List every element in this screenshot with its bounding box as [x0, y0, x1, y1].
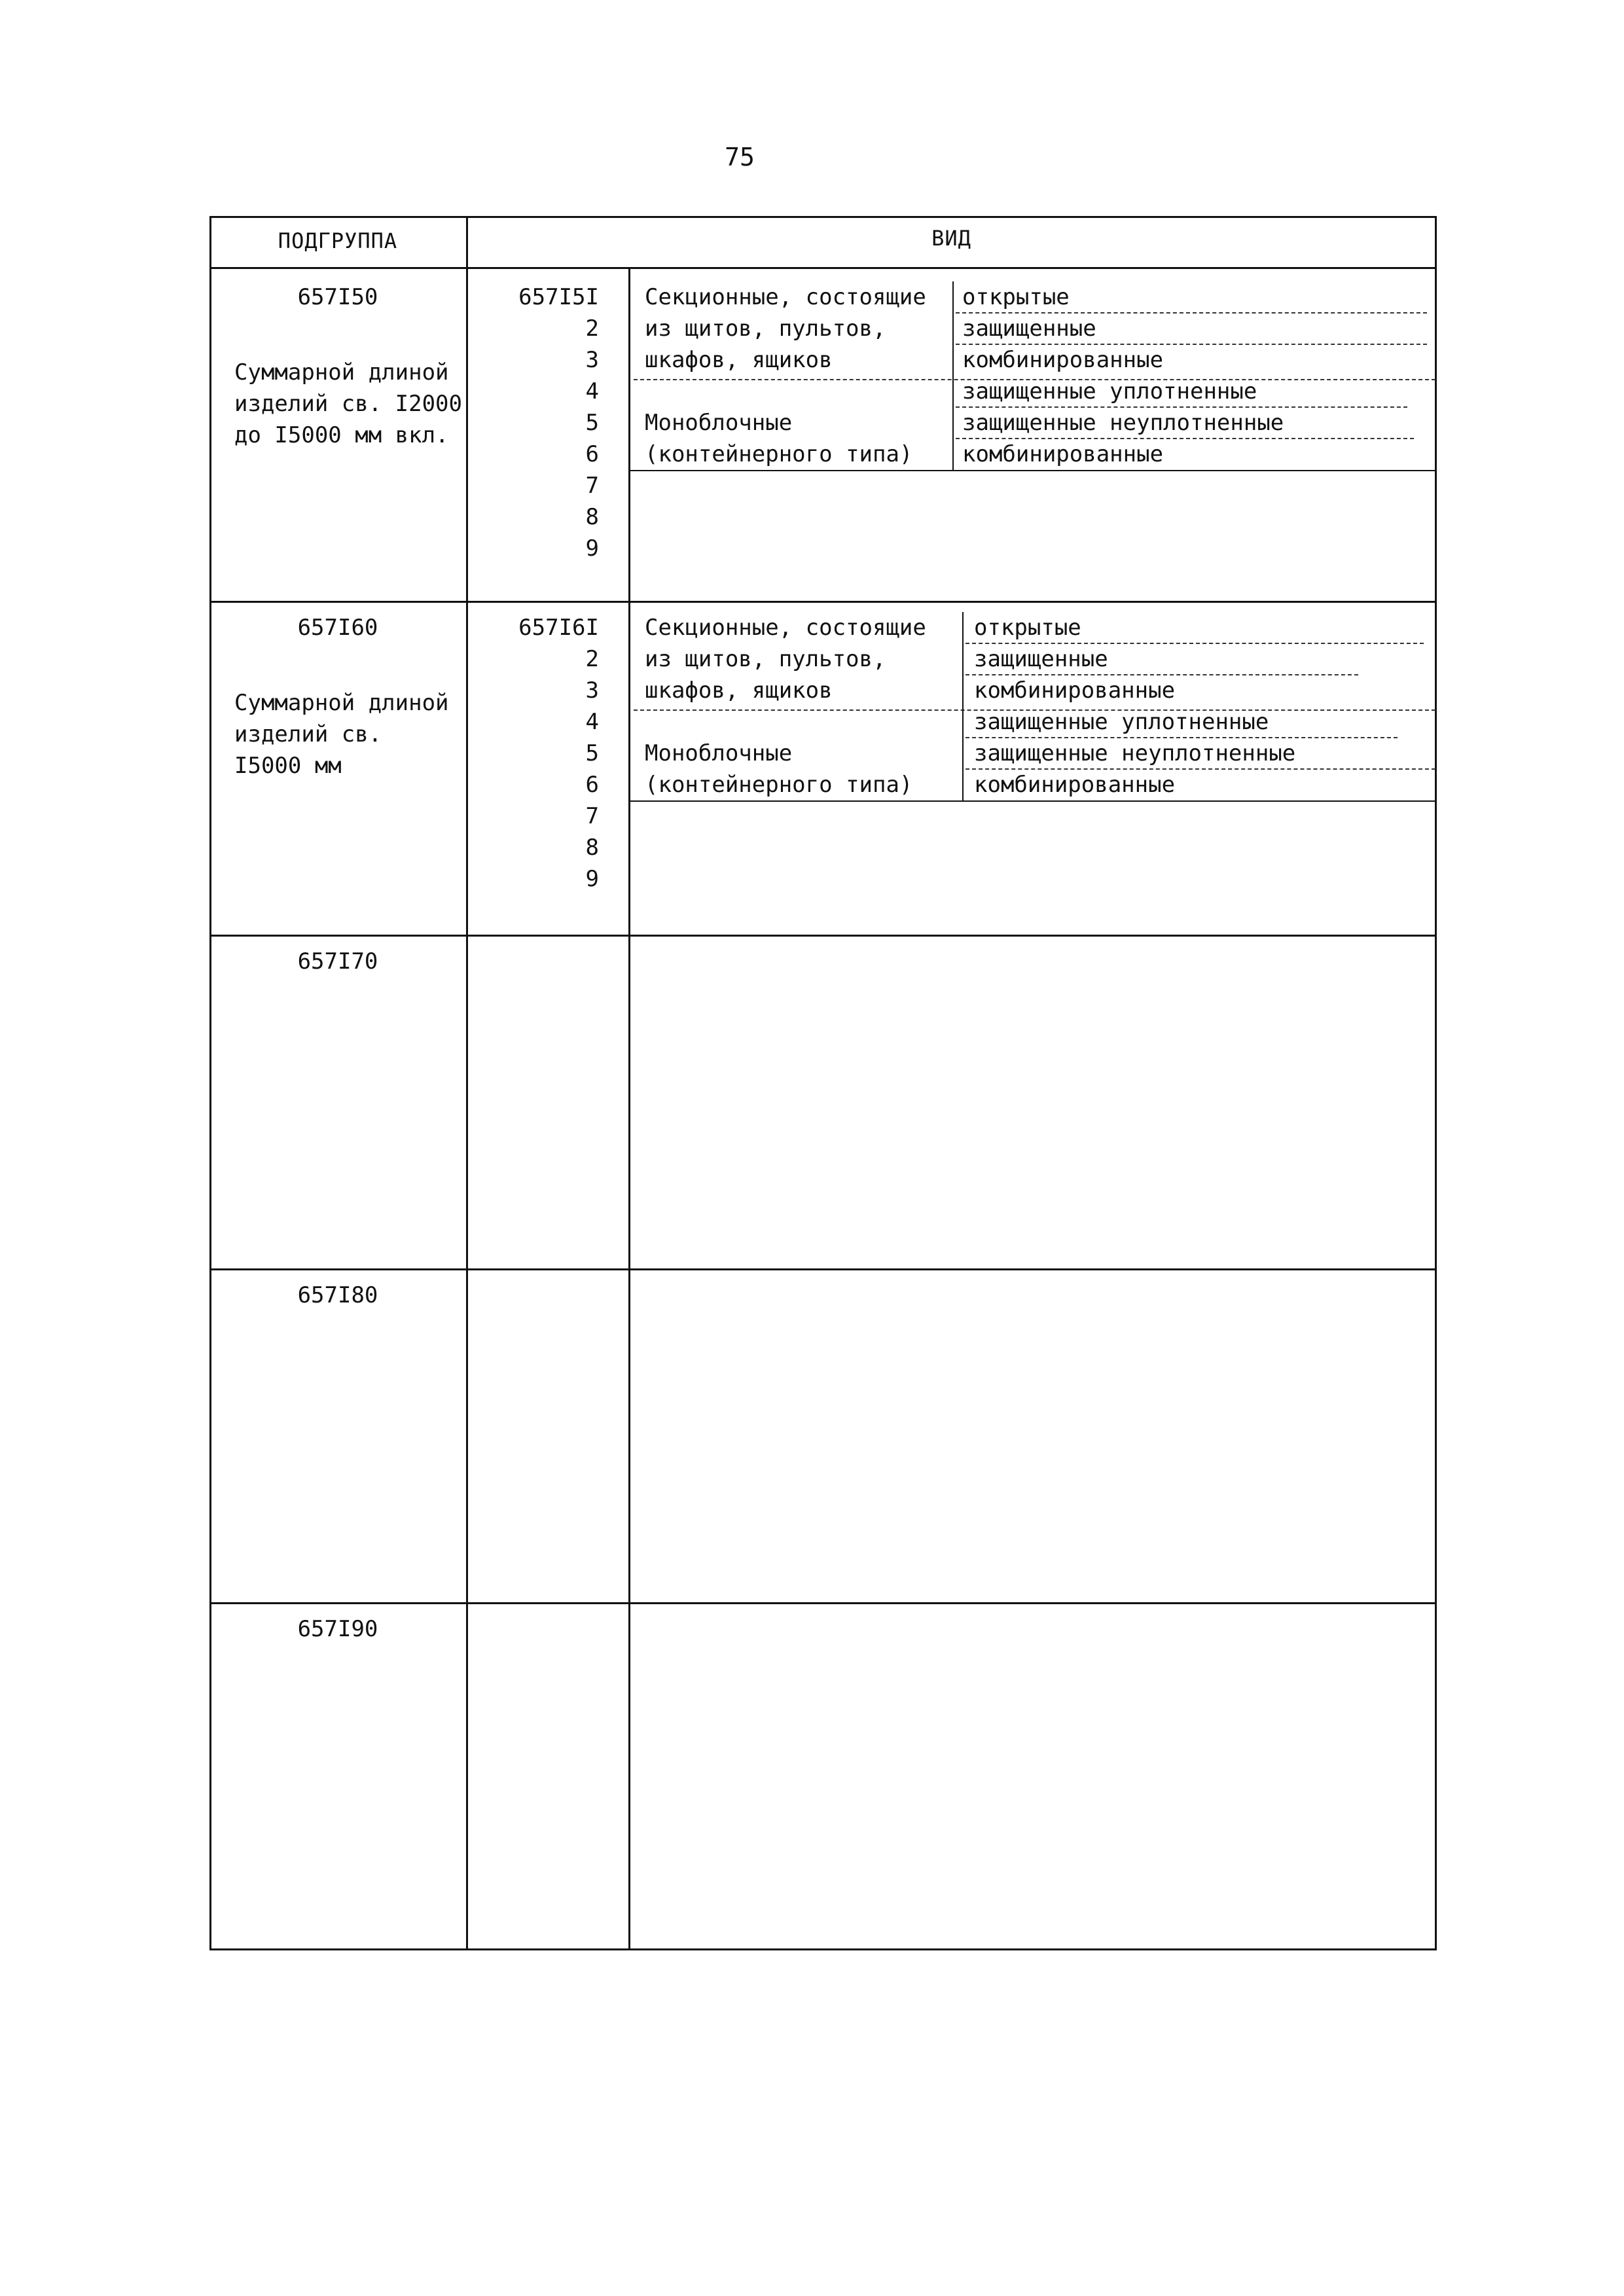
- kinds-block-bottom: [628, 800, 1437, 802]
- group-label-line: (контейнерного типа): [645, 441, 913, 467]
- kind-code: 8: [585, 504, 599, 530]
- subgroup-code: 657I50: [297, 284, 378, 310]
- header-bottom-border: [209, 267, 1437, 269]
- subgroup-header: ПОДГРУППА: [278, 228, 398, 253]
- subgroup-description-line: изделий св.: [234, 721, 382, 747]
- kind-code: 2: [585, 315, 599, 342]
- kind-item: защищенные неуплотненные: [974, 740, 1296, 766]
- kind-item: защищенные: [974, 646, 1108, 672]
- kind-item: защищенные уплотненные: [962, 378, 1257, 404]
- row-separator: [209, 935, 1437, 937]
- kind-code: 4: [585, 709, 599, 735]
- subgroup-code: 657I90: [297, 1616, 378, 1642]
- kind-code: 5: [585, 740, 599, 766]
- subgroup-description-line: I5000 мм: [234, 753, 342, 779]
- kind-item: защищенные уплотненные: [974, 709, 1269, 735]
- subgroup-code: 657I80: [297, 1282, 378, 1308]
- kind-item: открытые: [974, 615, 1081, 641]
- subgroup-description-line: Суммарной длиной: [234, 359, 449, 386]
- kind-item: защищенные неуплотненные: [962, 410, 1284, 436]
- table-top-border: [209, 216, 1437, 218]
- kind-code: 8: [585, 834, 599, 861]
- subgroup-description-line: до I5000 мм вкл.: [234, 422, 449, 448]
- kind-code: 3: [585, 677, 599, 704]
- kind-code: 3: [585, 347, 599, 373]
- page-number: 75: [725, 143, 755, 171]
- kind-code-column-divider: [628, 267, 630, 1950]
- kind-code: 7: [585, 473, 599, 499]
- classification-table: [209, 216, 1437, 1950]
- group-label-line: Моноблочные: [645, 740, 793, 766]
- kind-item: комбинированные: [974, 677, 1176, 704]
- kind-item: комбинированные: [962, 441, 1164, 467]
- kind-code: 657I5I: [518, 284, 599, 310]
- kind-code: 7: [585, 803, 599, 829]
- group-label-line: шкафов, ящиков: [645, 347, 833, 373]
- row-separator: [209, 1268, 1437, 1270]
- kind-code: 657I6I: [518, 615, 599, 641]
- kind-code: 5: [585, 410, 599, 436]
- kind-code: 6: [585, 772, 599, 798]
- kind-item: открытые: [962, 284, 1070, 310]
- group-label-line: из щитов, пультов,: [645, 646, 886, 672]
- kind-item: комбинированные: [974, 772, 1176, 798]
- kind-item: защищенные: [962, 315, 1096, 342]
- subgroup-code: 657I60: [297, 615, 378, 641]
- subgroup-description-line: Суммарной длиной: [234, 690, 449, 716]
- group-label-line: Секционные, состоящие: [645, 284, 926, 310]
- group-label-line: Секционные, состоящие: [645, 615, 926, 641]
- subgroup-code: 657I70: [297, 948, 378, 975]
- kind-code: 6: [585, 441, 599, 467]
- group-label-line: шкафов, ящиков: [645, 677, 833, 704]
- kind-header: ВИД: [931, 226, 971, 251]
- subgroup-description-line: изделий св. I2000: [234, 391, 462, 417]
- group-label-line: Моноблочные: [645, 410, 793, 436]
- kind-code: 4: [585, 378, 599, 404]
- group-label-line: из щитов, пультов,: [645, 315, 886, 342]
- group-label-line: (контейнерного типа): [645, 772, 913, 798]
- kind-subdivider: [952, 281, 954, 470]
- row-separator: [209, 601, 1437, 603]
- table-left-border: [209, 216, 211, 1950]
- kind-code: 9: [585, 535, 599, 562]
- row-separator: [209, 1602, 1437, 1604]
- table-bottom-border: [209, 1948, 1437, 1950]
- kind-code: 9: [585, 866, 599, 892]
- kind-item: комбинированные: [962, 347, 1164, 373]
- kind-subdivider: [962, 612, 964, 800]
- kind-code: 2: [585, 646, 599, 672]
- table-right-border: [1435, 216, 1437, 1950]
- kinds-block-bottom: [628, 470, 1437, 471]
